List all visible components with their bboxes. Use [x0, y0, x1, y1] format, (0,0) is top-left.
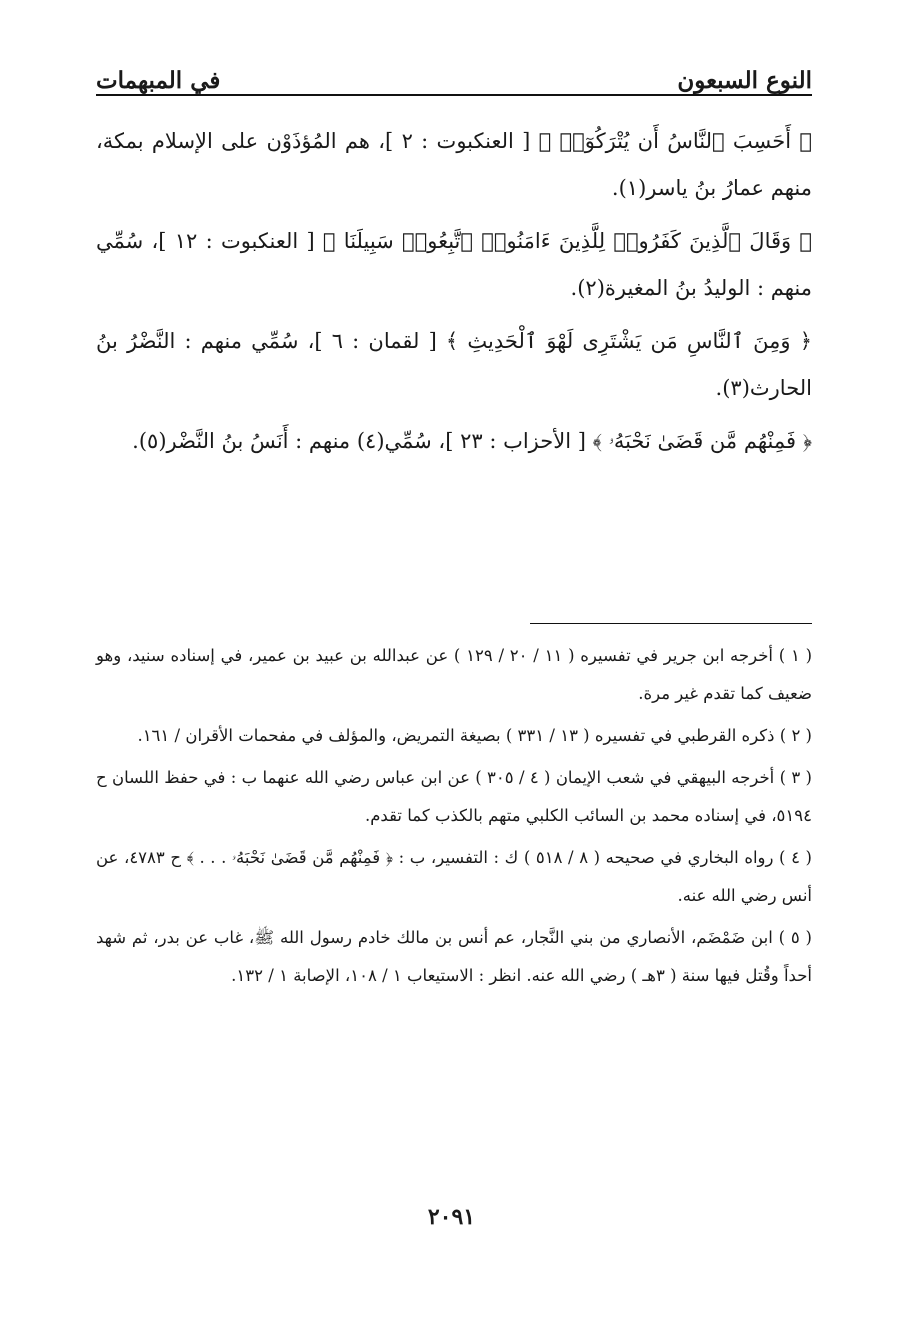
main-text: [96, 118, 812, 471]
footnote-separator: [530, 623, 812, 624]
paragraph-1: ﴿ أَحَسِبَ ٱلنَّاسُ أَن يُتْرَكُوٓا۟ ﴾ [ العنكبوت : ٢ ]، هم المُؤذَوْن على الإسلام بمكة، منهم عمارُ بنُ ياسر(١).: [96, 129, 812, 200]
paragraph-3: ﴿ وَمِنَ ٱلنَّاسِ مَن يَشْتَرِى لَهْوَ ٱلْحَدِيثِ ﴾ [ لقمان : ٦ ]، سُمِّي منهم : النَّضْرُ بنُ الحارث(٣).: [96, 329, 812, 400]
footnote-1: ( ١ ) أخرجه ابن جرير في تفسيره ( ١١ / ٢٠ / ١٢٩ ) عن عبدالله بن عبيد بن عمير، في إسناده سنيد، وهو ضعيف كما تقدم غير مرة.: [96, 646, 813, 703]
running-header: [96, 44, 812, 94]
footnote-4: ( ٤ ) رواه البخاري في صحيحه ( ٨ / ٥١٨ ) ك : التفسير، ب : ﴿ فَمِنْهُم مَّن قَضَىٰ نَحْبَهُۥ . . . ﴾ ح ٤٧٨٣، عن أنس رضي الله عنه.: [96, 848, 812, 905]
footnote-3: ( ٣ ) أخرجه البيهقي في شعب الإيمان ( ٤ / ٣٠٥ ) عن ابن عباس رضي الله عنهما ب : في حفظ اللسان ح ٥١٩٤، في إسناده محمد بن السائب الكلبي متهم بالكذب كما تقدم.: [96, 768, 812, 825]
paragraph-2: ﴿ وَقَالَ ٱلَّذِينَ كَفَرُوا۟ لِلَّذِينَ ءَامَنُوا۟ ٱتَّبِعُوا۟ سَبِيلَنَا ﴾ [ العنكبوت : ١٢ ]، سُمِّي منهم : الوليدُ بنُ المغيرة(٢).: [96, 229, 813, 300]
header-rule: [96, 94, 812, 96]
paragraph-4: ﴿ فَمِنْهُم مَّن قَضَىٰ نَحْبَهُۥ ﴾ [ الأحزاب : ٢٣ ]، سُمِّي(٤) منهم : أَنَسُ بنُ النَّضْر(٥).: [132, 429, 812, 453]
footnote-2: ( ٢ ) ذكره القرطبي في تفسيره ( ١٣ / ٣٣١ ) بصيغة التمريض، والمؤلف في مفحمات الأقران / ١٦١.: [137, 726, 812, 745]
section-title: في المبهمات: [96, 67, 221, 94]
chapter-title: النوع السبعون: [677, 67, 812, 94]
page-number: ٢٠٩١: [427, 1204, 476, 1230]
footnote-5: ( ٥ ) ابن ضَمْضَم، الأنصاري من بني النَّجار، عم أنس بن مالك خادم رسول الله ﷺ، غاب عن بدر، ثم شهد أحداً وقُتل فيها سنة ( ٣هـ ) رضي الله عنه. انظر : الاستيعاب ١ / ١٠٨، الإصابة ١ / ١٣٢.: [96, 928, 812, 985]
footnotes: [96, 637, 812, 999]
